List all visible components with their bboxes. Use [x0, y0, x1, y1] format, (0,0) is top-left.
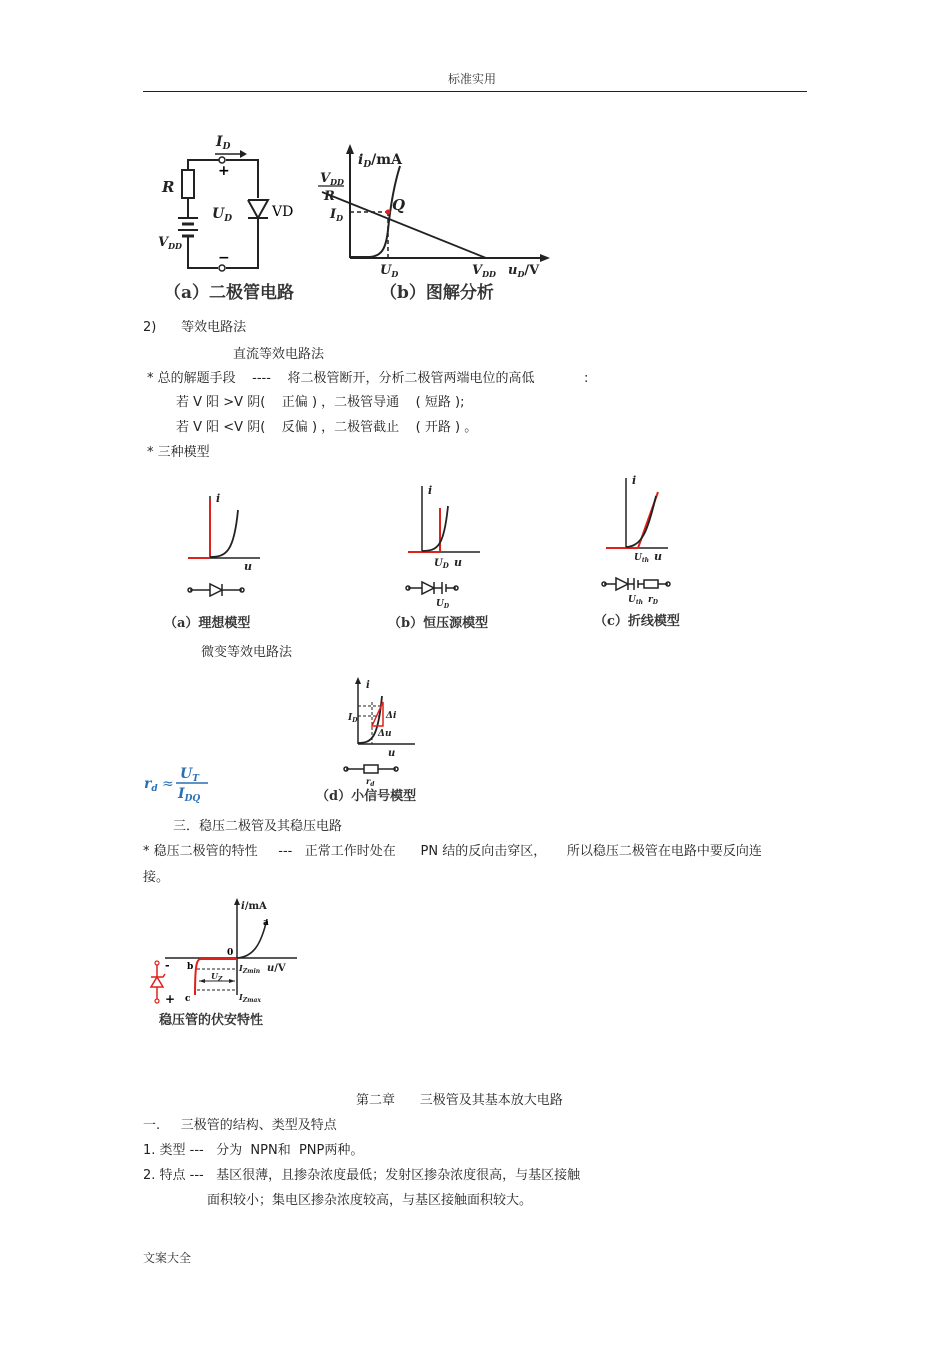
- page-footer: 文案大全: [143, 1251, 192, 1265]
- text-line: 2. 特点 --- 基区很薄，且掺杂浓度最低；发射区掺杂浓度很高，与基区接触: [143, 1168, 581, 1183]
- plus-sign: +: [218, 163, 230, 179]
- delta-i-label: Δi: [386, 711, 397, 721]
- formula-num: $U_T$: [180, 766, 199, 784]
- y-axis-label: $i_D/mA$: [358, 152, 402, 170]
- header-rule: [143, 91, 807, 92]
- ud-label: $U_D$: [434, 558, 449, 570]
- rd-label: $r_D$: [648, 595, 658, 606]
- rd-label: $r_d$: [366, 776, 375, 788]
- q-point-label: Q: [392, 196, 406, 214]
- section-heading-equivalent: 2) 等效电路法: [143, 320, 247, 335]
- text-line: 若 V 阳 <V 阴( 反偏 ) ，二极管截止 ( 开路 ) 。: [176, 420, 478, 435]
- caption-a: （a）二极管电路: [164, 283, 295, 303]
- zener-heading: 三．稳压二极管及其稳压电路: [173, 819, 343, 834]
- point-c: c: [185, 994, 191, 1004]
- origin: 0: [227, 948, 234, 958]
- model-a-caption: （a）理想模型: [164, 616, 251, 631]
- text-line: 接。: [143, 870, 170, 885]
- minus-sign: -: [165, 959, 170, 972]
- x-axis-label: $u_D/V$: [508, 263, 540, 279]
- ud-source-label: $U_D$: [436, 599, 450, 610]
- text-line: * 三种模型: [147, 445, 210, 460]
- zener-characteristic-figure: [145, 895, 305, 1030]
- axis-i: i: [632, 474, 637, 487]
- axis-i: i/mA: [241, 901, 267, 912]
- axis-i: i: [428, 484, 433, 497]
- axis-u: u: [388, 748, 396, 759]
- model-c-caption: （c）折线模型: [594, 614, 680, 629]
- label-vdd: $V_{DD}$: [158, 235, 182, 251]
- diode-circuit-figure: [150, 130, 560, 310]
- label-r: R: [162, 178, 175, 196]
- text-line: 1. 类型 --- 分为 NPN和 PNP两种。: [143, 1143, 364, 1158]
- text-line: 面积较小；集电区掺杂浓度较高，与基区接触面积较大。: [207, 1193, 533, 1208]
- vdd-tick: $V_{DD}$: [472, 263, 496, 279]
- izmin-label: $I_{Zmin}$: [239, 963, 261, 975]
- subheading-dc: 直流等效电路法: [233, 347, 325, 362]
- vdd-over-r-den: R: [324, 189, 335, 204]
- point-a: a: [263, 918, 269, 928]
- axis-i: i: [216, 492, 221, 505]
- formula-den: $I_{DQ}$: [178, 786, 201, 804]
- uth-source-label: $U_{th}$: [628, 595, 643, 606]
- formula-lhs: $r_d$: [144, 776, 158, 794]
- axis-i: i: [366, 680, 370, 691]
- axis-u: u/V: [267, 963, 286, 974]
- chapter-title: 第二章 三极管及其基本放大电路: [356, 1093, 563, 1108]
- uz-label: $U_Z$: [211, 971, 223, 983]
- label-id: $I_D$: [216, 134, 231, 152]
- text-line: 一. 三极管的结构、类型及特点: [143, 1118, 337, 1133]
- axis-u: u: [244, 560, 252, 573]
- id-tick: $I_D$: [330, 207, 344, 223]
- formula-approx: ≈: [162, 776, 174, 792]
- plus-sign: +: [165, 992, 176, 1006]
- vdd-over-r-num: $V_{DD}$: [320, 171, 344, 187]
- izmax-label: $I_{Zmax}$: [239, 992, 261, 1004]
- id-label: $I_D$: [348, 713, 358, 724]
- text-line: 若 V 阳 >V 阴( 正偏 ) ，二极管导通 ( 短路 );: [176, 395, 465, 410]
- caption-b: （b）图解分析: [380, 283, 494, 303]
- label-ud: $U_D$: [212, 206, 233, 224]
- delta-u-label: Δu: [378, 729, 392, 739]
- text-line: * 总的解题手段 ---- 将二极管断开，分析二极管两端电位的高低 :: [147, 371, 589, 386]
- point-b: b: [187, 962, 194, 972]
- minus-sign: −: [218, 250, 230, 266]
- axis-u: u: [454, 556, 462, 569]
- zener-caption: 稳压管的伏安特性: [159, 1013, 264, 1028]
- uth-label: $U_{th}$: [634, 553, 649, 564]
- small-signal-caption: （d）小信号模型: [316, 789, 417, 804]
- small-signal-figure: [140, 672, 440, 807]
- model-b-caption: （b）恒压源模型: [388, 616, 489, 631]
- subheading-small-signal: 微变等效电路法: [201, 645, 293, 660]
- axis-u: u: [654, 550, 662, 563]
- three-models-figure: [150, 470, 710, 640]
- label-vd: VD: [272, 204, 294, 220]
- page-header: 标准实用: [448, 72, 497, 86]
- text-line: * 稳压二极管的特性 --- 正常工作时处在 PN 结的反向击穿区， 所以稳压二极管在电路中要反向连: [143, 844, 762, 859]
- ud-tick: $U_D$: [380, 263, 399, 279]
